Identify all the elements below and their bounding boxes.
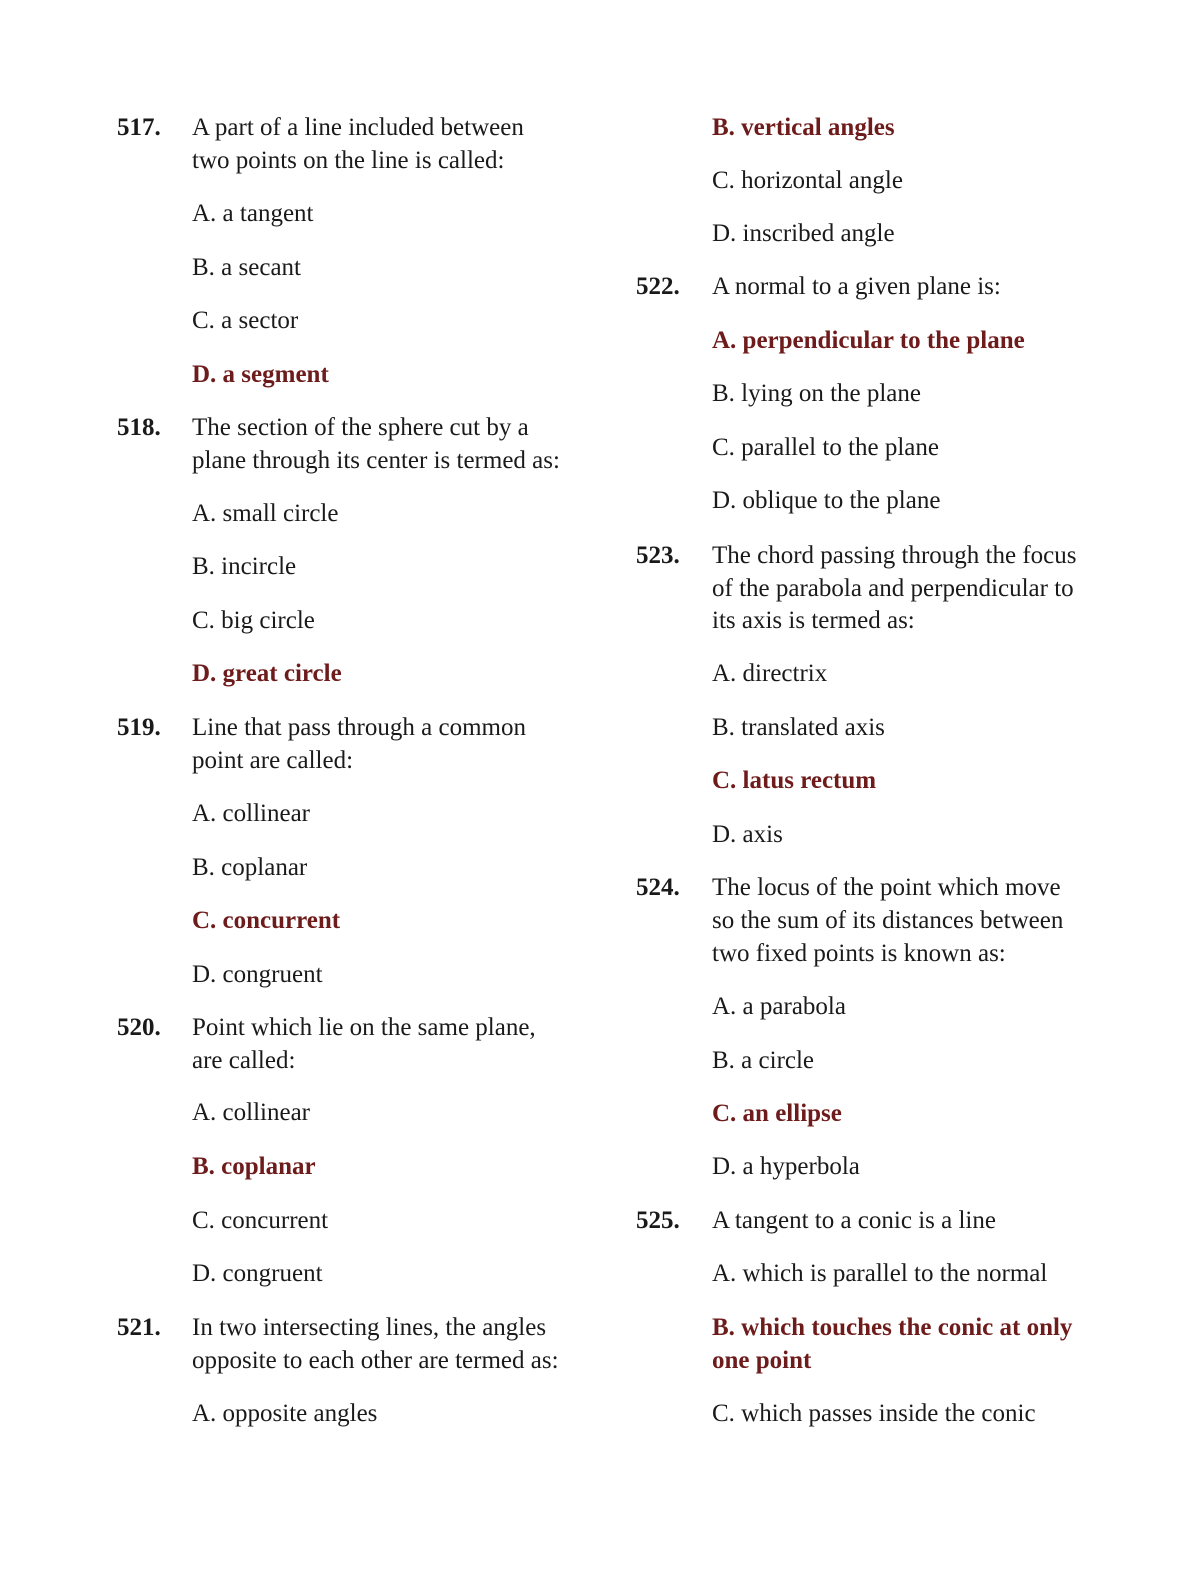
question-524-option-d: D. a hyperbola [712,1153,860,1180]
question-number-518: 518. [117,414,161,441]
question-517-option-d-correct: D. a segment [192,361,329,388]
question-520-option-b-correct: B. coplanar [192,1153,316,1180]
question-521-option-a: A. opposite angles [192,1400,378,1427]
question-518-option-d-correct: D. great circle [192,660,342,687]
question-520-option-d: D. congruent [192,1260,323,1287]
question-519-option-d: D. congruent [192,961,323,988]
question-517-option-c: C. a sector [192,307,299,334]
question-522-option-a-correct: A. perpendicular to the plane [712,327,1025,354]
question-522-text-line-1: A normal to a given plane is: [712,273,1001,300]
question-519-option-b: B. coplanar [192,854,308,881]
question-519-text-line-1: Line that pass through a common [192,714,526,741]
question-523-text-line-2: of the parabola and perpendicular to [712,575,1074,602]
question-525-text-line-1: A tangent to a conic is a line [712,1207,996,1234]
question-522-option-d: D. oblique to the plane [712,487,941,514]
question-523-text-line-3: its axis is termed as: [712,607,915,634]
question-521-option-b-correct: B. vertical angles [712,114,895,141]
question-number-519: 519. [117,714,161,741]
question-520-option-a: A. collinear [192,1099,311,1126]
question-519-option-c-correct: C. concurrent [192,907,341,934]
question-number-522: 522. [636,273,680,300]
question-518-option-b: B. incircle [192,553,297,580]
question-523-option-c-correct: C. latus rectum [712,767,877,794]
question-522-option-c: C. parallel to the plane [712,434,940,461]
question-517-text-line-1: A part of a line included between [192,114,524,141]
question-number-523: 523. [636,542,680,569]
question-number-520: 520. [117,1014,161,1041]
question-517-text-line-2: two points on the line is called: [192,147,505,174]
question-520-text-line-1: Point which lie on the same plane, [192,1014,536,1041]
question-524-option-a: A. a parabola [712,993,846,1020]
question-523-option-b: B. translated axis [712,714,885,741]
question-521-text-line-2: opposite to each other are termed as: [192,1347,559,1374]
question-520-option-c: C. concurrent [192,1207,329,1234]
question-525-option-b-correct-line-1: B. which touches the conic at only [712,1314,1073,1341]
question-520-text-line-2: are called: [192,1047,296,1074]
question-521-option-d: D. inscribed angle [712,220,895,247]
question-522-option-b: B. lying on the plane [712,380,921,407]
question-518-text-line-2: plane through its center is termed as: [192,447,560,474]
question-519-option-a: A. collinear [192,800,311,827]
question-524-option-b: B. a circle [712,1047,815,1074]
question-525-option-c: C. which passes inside the conic [712,1400,1036,1427]
question-525-option-b-correct-line-2: one point [712,1347,812,1374]
question-517-option-b: B. a secant [192,254,301,281]
question-523-option-a: A. directrix [712,660,828,687]
question-524-text-line-1: The locus of the point which move [712,874,1061,901]
question-521-option-c: C. horizontal angle [712,167,903,194]
question-523-option-d: D. axis [712,821,783,848]
question-518-text-line-1: The section of the sphere cut by a [192,414,529,441]
question-525-option-a: A. which is parallel to the normal [712,1260,1048,1287]
question-519-text-line-2: point are called: [192,747,354,774]
question-number-517: 517. [117,114,161,141]
question-524-text-line-2: so the sum of its distances between [712,907,1064,934]
question-number-521: 521. [117,1314,161,1341]
question-523-text-line-1: The chord passing through the focus [712,542,1077,569]
question-524-option-c-correct: C. an ellipse [712,1100,842,1127]
question-518-option-c: C. big circle [192,607,315,634]
question-518-option-a: A. small circle [192,500,339,527]
question-number-525: 525. [636,1207,680,1234]
question-521-text-line-1: In two intersecting lines, the angles [192,1314,547,1341]
question-number-524: 524. [636,874,680,901]
question-517-option-a: A. a tangent [192,200,314,227]
question-524-text-line-3: two fixed points is known as: [712,940,1006,967]
